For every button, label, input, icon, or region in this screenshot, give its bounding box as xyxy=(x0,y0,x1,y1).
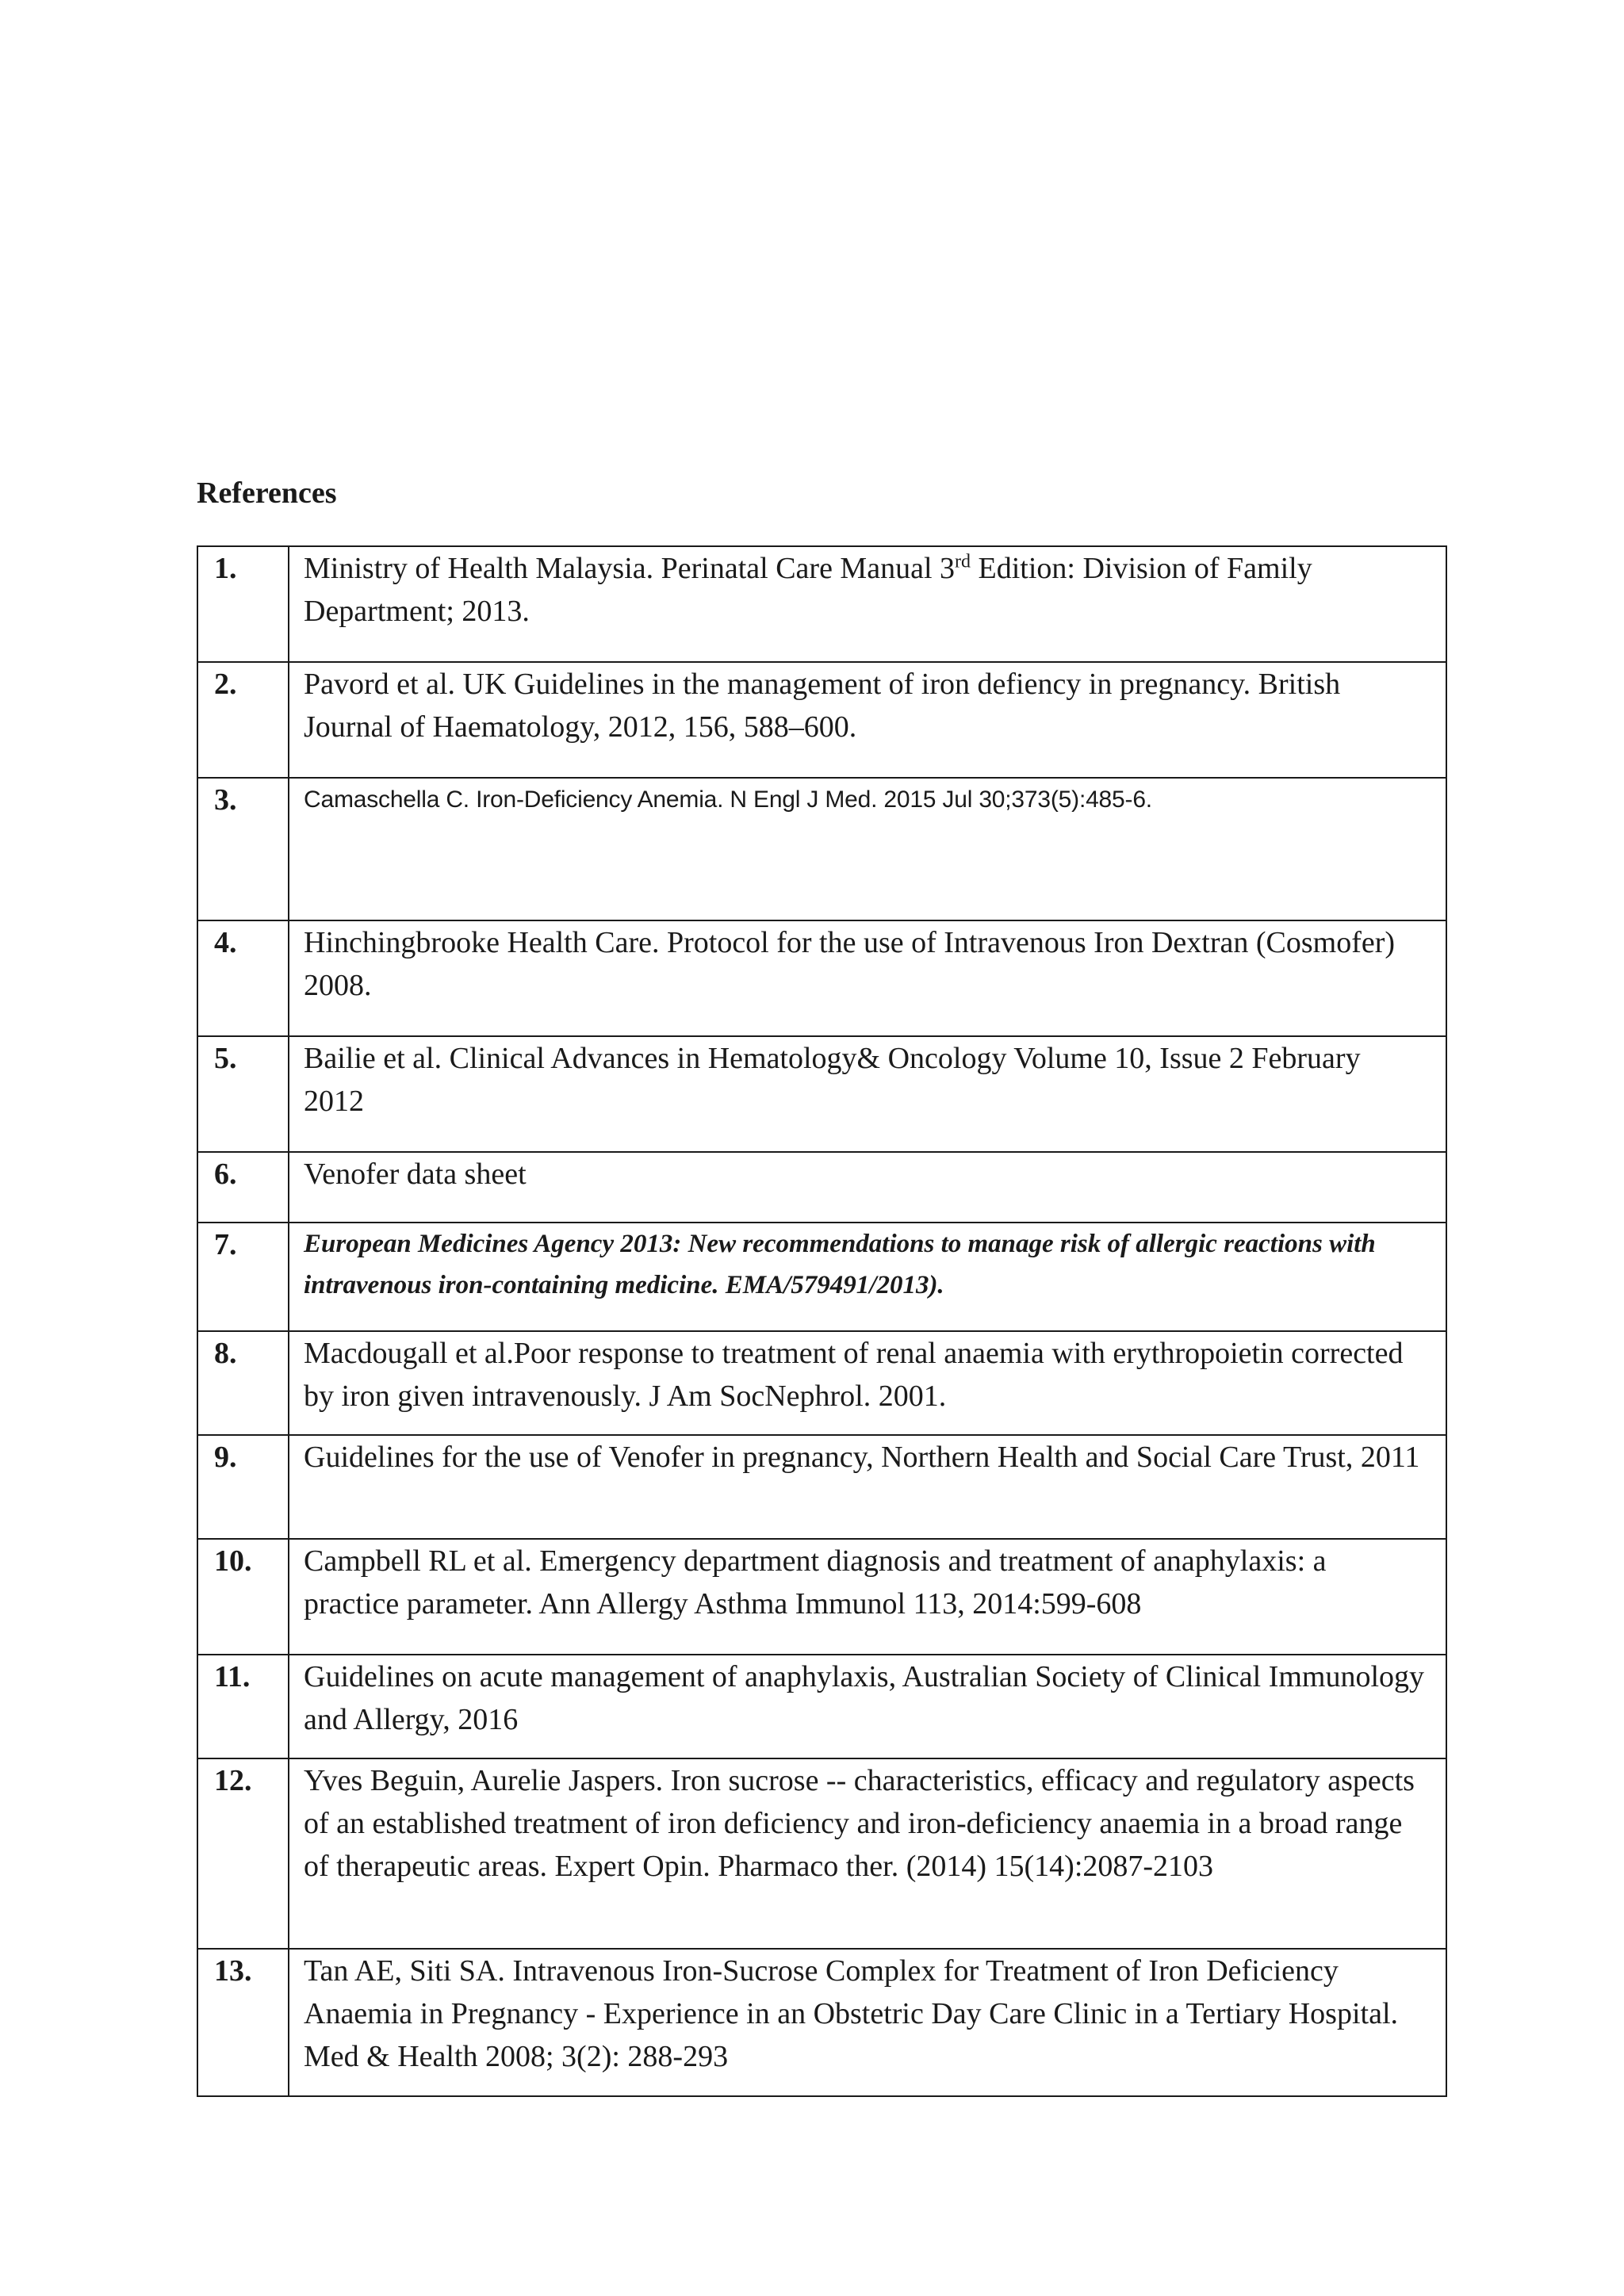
reference-row-13 xyxy=(197,1949,1446,2096)
reference-number: 9. xyxy=(197,1435,289,1539)
reference-row-9 xyxy=(197,1435,1446,1539)
reference-row-12 xyxy=(197,1758,1446,1949)
reference-number: 3. xyxy=(197,778,289,920)
reference-number: 2. xyxy=(197,662,289,778)
reference-row-8 xyxy=(197,1331,1446,1435)
reference-row-1 xyxy=(197,546,1446,662)
reference-row-7 xyxy=(197,1223,1446,1331)
reference-text: Hinchingbrooke Health Care. Protocol for the use of Intravenous Iron Dextran (Cosmofer) 2008. xyxy=(289,920,1446,1036)
reference-text: European Medicines Agency 2013: New recommendations to manage risk of allergic reactions with intravenous iron-containing medicine. EMA/579491/2013). xyxy=(289,1223,1446,1331)
reference-number: 11. xyxy=(197,1655,289,1758)
reference-number: 4. xyxy=(197,920,289,1036)
references-heading: References xyxy=(197,476,337,510)
reference-text: Yves Beguin, Aurelie Jaspers. Iron sucrose -- characteristics, efficacy and regulatory aspects of an established treatment of iron deficiency and iron-deficiency anaemia in a broad range of therapeutic areas. Expert Opin. Pharmaco ther. (2014) 15(14):2087-2103 xyxy=(289,1758,1446,1949)
reference-number: 6. xyxy=(197,1152,289,1223)
reference-number: 10. xyxy=(197,1539,289,1655)
reference-text: Campbell RL et al. Emergency department diagnosis and treatment of anaphylaxis: a practice parameter. Ann Allergy Asthma Immunol 113, 2014:599-608 xyxy=(289,1539,1446,1655)
reference-row-4 xyxy=(197,920,1446,1036)
reference-text: Tan AE, Siti SA. Intravenous Iron-Sucrose Complex for Treatment of Iron Deficiency Anaemia in Pregnancy - Experience in an Obstetric Day Care Clinic in a Tertiary Hospital. Med & Health 2008; 3(2): 288-293 xyxy=(289,1949,1446,2096)
reference-row-2 xyxy=(197,662,1446,778)
superscript: rd xyxy=(955,551,971,572)
reference-text: Macdougall et al.Poor response to treatment of renal anaemia with erythropoietin corrected by iron given intravenously. J Am SocNephrol. 2001. xyxy=(289,1331,1446,1435)
reference-text: Guidelines for the use of Venofer in pregnancy, Northern Health and Social Care Trust, 2011 xyxy=(289,1435,1446,1539)
reference-text: Camaschella C. Iron-Deficiency Anemia. N Engl J Med. 2015 Jul 30;373(5):485-6. xyxy=(289,778,1446,920)
reference-number: 8. xyxy=(197,1331,289,1435)
reference-number: 13. xyxy=(197,1949,289,2096)
reference-row-3 xyxy=(197,778,1446,920)
reference-text: Bailie et al. Clinical Advances in Hematology& Oncology Volume 10, Issue 2 February 2012 xyxy=(289,1036,1446,1152)
references-table xyxy=(197,545,1447,2097)
reference-text: Venofer data sheet xyxy=(289,1152,1446,1223)
reference-row-11 xyxy=(197,1655,1446,1758)
reference-text: Guidelines on acute management of anaphylaxis, Australian Society of Clinical Immunology and Allergy, 2016 xyxy=(289,1655,1446,1758)
reference-row-10 xyxy=(197,1539,1446,1655)
reference-number: 7. xyxy=(197,1223,289,1331)
reference-text: Ministry of Health Malaysia. Perinatal Care Manual 3rd Edition: Division of Family Department; 2013. xyxy=(289,546,1446,662)
reference-number: 1. xyxy=(197,546,289,662)
reference-number: 5. xyxy=(197,1036,289,1152)
reference-text: Pavord et al. UK Guidelines in the management of iron defiency in pregnancy. British Journal of Haematology, 2012, 156, 588–600. xyxy=(289,662,1446,778)
reference-number: 12. xyxy=(197,1758,289,1949)
reference-row-5 xyxy=(197,1036,1446,1152)
reference-row-6 xyxy=(197,1152,1446,1223)
